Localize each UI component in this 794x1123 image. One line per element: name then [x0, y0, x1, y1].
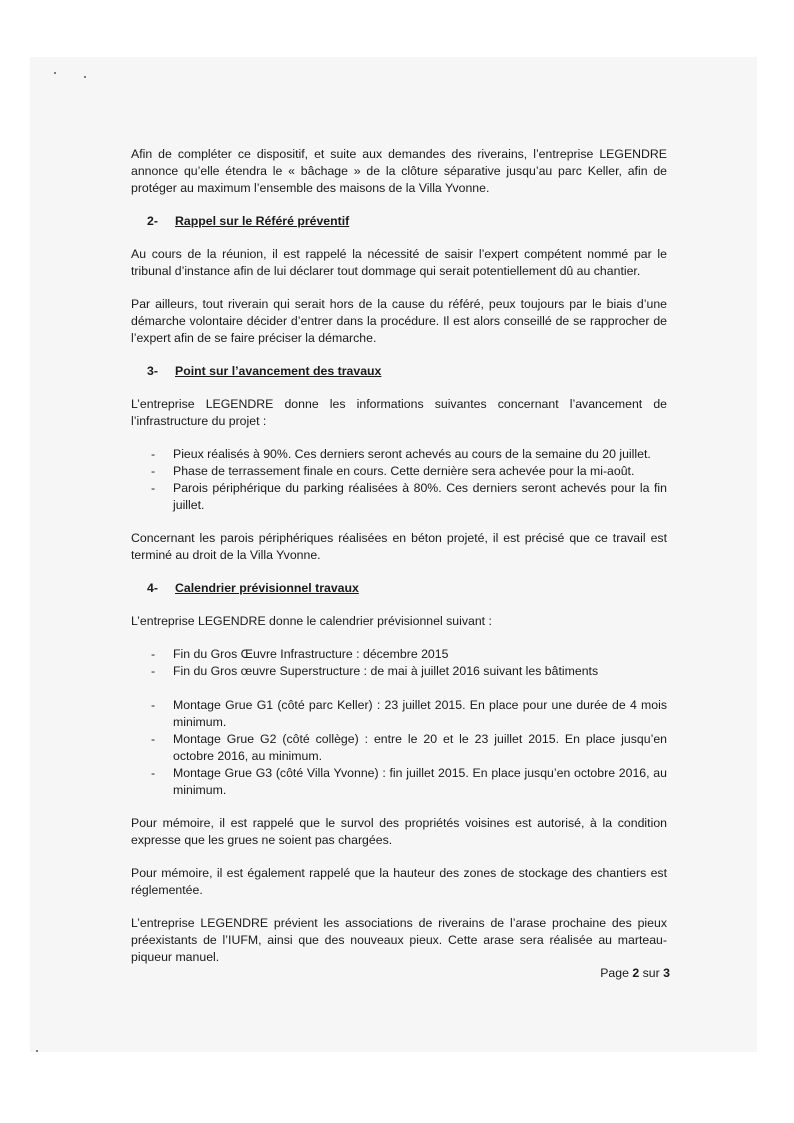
list-item: - Phase de terrassement finale en cours. Cette dernière sera achevée pour la mi-août. — [151, 464, 635, 478]
schedule-list — [131, 646, 667, 799]
scan-speck — [36, 1050, 38, 1052]
section-4-paragraph: Pour mémoire, il est également rappelé que la hauteur des zones de stockage des chantiers est réglementée. — [131, 866, 667, 897]
section-4-heading — [147, 580, 667, 597]
scan-speck — [54, 72, 56, 74]
section-2-paragraph: Au cours de la réunion, il est rappelé la nécessité de saisir l’expert compétent nommé par le tribunal d’instance afin de lui déclarer tout dommage qui serait potentiellement dû au chantier. — [131, 247, 667, 278]
list-item: - Montage Grue G2 (côté collège) : entre le 20 et le 23 juillet 2015. En place jusqu’en octobre 2016, au minimum. — [151, 732, 667, 763]
section-number: 2- — [147, 214, 158, 228]
section-2-heading — [147, 213, 667, 230]
section-4-paragraph: L’entreprise LEGENDRE prévient les associations de riverains de l’arase prochaine des pieux préexistants de l’IUFM, ainsi que des nouveaux pieux. Cette arase sera réalisée au marteau-piqueur manuel. — [131, 916, 667, 964]
list-item: - Fin du Gros œuvre Superstructure : de mai à juillet 2016 suivant les bâtiments — [151, 664, 599, 678]
section-4-paragraph: Pour mémoire, il est rappelé que le survol des propriétés voisines est autorisé, à la condition expresse que les grues ne soient pas chargées. — [131, 816, 667, 847]
list-item: - Fin du Gros Œuvre Infrastructure : décembre 2015 — [151, 647, 449, 661]
page-number: Page 2 sur 3 — [600, 966, 670, 980]
section-4-paragraph: L’entreprise LEGENDRE donne le calendrier prévisionnel suivant : — [131, 614, 492, 628]
progress-list — [131, 446, 667, 514]
list-item: - Parois périphérique du parking réalisées à 80%. Ces derniers seront achevés pour la fin juillet. — [151, 481, 667, 512]
document-body — [131, 146, 667, 982]
list-item: - Pieux réalisés à 90%. Ces derniers seront achevés au cours de la semaine du 20 juillet. — [151, 447, 651, 461]
section-3-paragraph: Concernant les parois périphériques réalisées en béton projeté, il est précisé que ce travail est terminé au droit de la Villa Yvonne. — [131, 531, 667, 562]
section-title: Rappel sur le Référé préventif — [175, 214, 350, 228]
list-item: - Montage Grue G1 (côté parc Keller) : 23 juillet 2015. En place pour une durée de 4 mois minimum. — [151, 698, 667, 729]
section-3-heading — [147, 363, 667, 380]
section-title: Point sur l’avancement des travaux — [175, 364, 382, 378]
scan-speck — [84, 76, 86, 78]
section-number: 4- — [147, 581, 158, 595]
section-3-paragraph: L’entreprise LEGENDRE donne les informations suivantes concernant l’avancement de l’infrastructure du projet : — [131, 397, 667, 428]
section-number: 3- — [147, 364, 158, 378]
section-title: Calendrier prévisionnel travaux — [175, 581, 359, 595]
intro-paragraph: Afin de compléter ce dispositif, et suite aux demandes des riverains, l’entreprise LEGENDRE annonce qu’elle étendra le « bâchage » de la clôture séparative jusqu’au parc Keller, afin de protéger au maximum l’ensemble des maisons de la Villa Yvonne. — [131, 147, 667, 195]
section-2-paragraph: Par ailleurs, tout riverain qui serait hors de la cause du référé, peux toujours par le biais d’une démarche volontaire décider d’entrer dans la procédure. Il est alors conseillé de se rapprocher de l’expert afin de se faire préciser la démarche. — [131, 297, 667, 345]
list-item: - Montage Grue G3 (côté Villa Yvonne) : fin juillet 2015. En place jusqu’en octobre 2016, au minimum. — [151, 766, 667, 797]
